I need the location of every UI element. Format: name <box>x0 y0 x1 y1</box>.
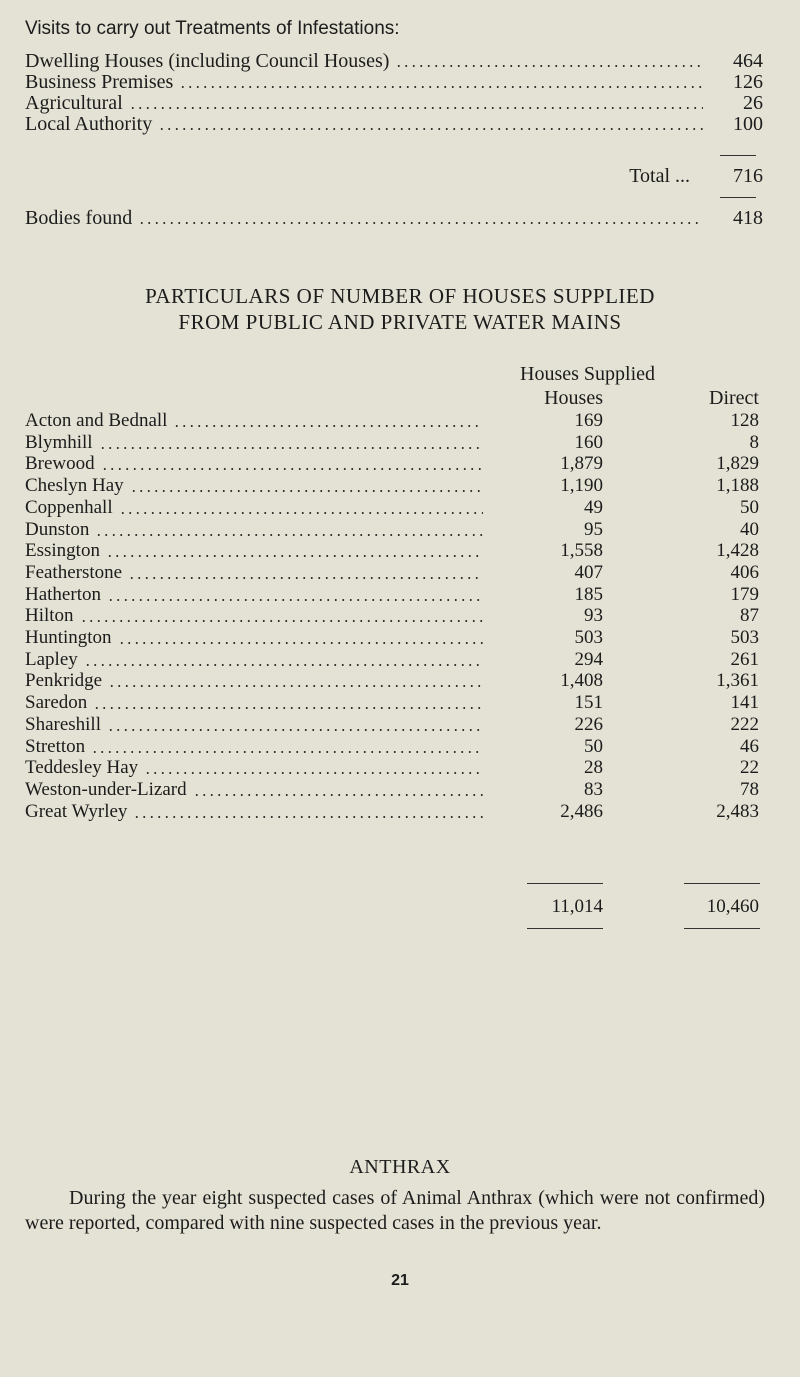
dot-leader <box>95 519 483 541</box>
dot-leader <box>144 757 483 779</box>
place-name: Dunston <box>25 518 90 540</box>
place-name: Weston-under-Lizard <box>25 778 187 800</box>
houses-value: 294 <box>574 648 603 670</box>
houses-value: 1,558 <box>560 540 603 562</box>
dot-leader <box>119 497 483 519</box>
houses-value: 503 <box>574 627 603 648</box>
table-row <box>25 605 759 627</box>
total-label: Total ... <box>629 165 690 187</box>
dot-leader <box>101 453 483 475</box>
table-row <box>25 670 759 692</box>
direct-value: 261 <box>730 648 759 670</box>
table-row <box>25 540 759 562</box>
item-label: Business Premises <box>25 71 174 93</box>
houses-value: 160 <box>574 431 603 453</box>
place-name: Essington <box>25 540 100 562</box>
dot-leader <box>91 736 483 758</box>
dot-leader <box>128 562 483 584</box>
dot-leader <box>193 779 483 801</box>
dot-leader <box>158 113 703 135</box>
table-row <box>25 801 759 823</box>
dot-leader <box>80 605 483 627</box>
direct-value: 78 <box>740 778 759 800</box>
total-value: 716 <box>733 165 763 187</box>
direct-value: 22 <box>740 757 759 779</box>
dot-leader <box>99 432 483 454</box>
direct-value: 50 <box>740 496 759 518</box>
place-name: Blymhill <box>25 431 93 453</box>
list-item <box>25 207 763 229</box>
dot-leader <box>106 540 483 562</box>
dot-leader <box>84 649 483 671</box>
divider <box>720 197 756 198</box>
table-row <box>25 453 759 475</box>
place-name: Penkridge <box>25 670 103 692</box>
houses-value: 407 <box>574 561 603 583</box>
dot-leader <box>138 207 703 229</box>
table-row <box>25 432 759 454</box>
place-name: Cheslyn Hay <box>25 475 124 497</box>
item-value: 26 <box>743 92 763 114</box>
table-row <box>25 757 759 779</box>
place-name: Saredon <box>25 692 88 714</box>
list-item <box>25 92 763 114</box>
direct-value: 2,483 <box>716 800 759 822</box>
direct-value: 128 <box>730 410 759 431</box>
table-row <box>25 562 759 584</box>
houses-value: 1,879 <box>560 453 603 475</box>
table-row <box>25 714 759 736</box>
col-direct-header: Direct <box>709 387 759 409</box>
place-name: Great Wyrley <box>25 800 128 822</box>
dot-leader <box>118 627 483 649</box>
direct-value: 179 <box>730 583 759 605</box>
item-label: Agricultural <box>25 92 123 114</box>
direct-value: 1,188 <box>716 475 759 497</box>
divider <box>527 928 603 929</box>
dot-leader <box>133 801 483 823</box>
table-row <box>25 736 759 758</box>
table-row <box>25 584 759 606</box>
direct-value: 40 <box>740 518 759 540</box>
col-houses-header: Houses <box>544 387 603 409</box>
item-label: Bodies found <box>25 207 133 229</box>
table-row <box>25 410 759 432</box>
dot-leader <box>130 475 483 497</box>
houses-value: 93 <box>584 605 603 627</box>
table-row <box>25 649 759 671</box>
dot-leader <box>108 670 483 692</box>
table-row <box>25 475 759 497</box>
houses-value: 185 <box>574 583 603 605</box>
item-label: Dwelling Houses (including Council Houses) <box>25 50 390 72</box>
water-heading-line1: PARTICULARS OF NUMBER OF HOUSES SUPPLIED <box>145 284 655 308</box>
direct-value: 87 <box>740 605 759 627</box>
item-value: 126 <box>733 71 763 93</box>
table-row <box>25 519 759 541</box>
houses-value: 2,486 <box>560 800 603 822</box>
dot-leader <box>129 92 703 114</box>
list-item <box>25 50 763 72</box>
houses-value: 49 <box>584 496 603 518</box>
direct-value: 8 <box>749 431 759 453</box>
place-name: Acton and Bednall <box>25 410 168 431</box>
list-item <box>25 113 763 135</box>
place-name: Coppenhall <box>25 496 113 518</box>
item-value: 418 <box>733 207 763 229</box>
table-row <box>25 627 759 649</box>
direct-value: 46 <box>740 735 759 757</box>
place-name: Lapley <box>25 648 78 670</box>
place-name: Huntington <box>25 627 112 648</box>
place-name: Featherstone <box>25 561 123 583</box>
water-heading-line2: FROM PUBLIC AND PRIVATE WATER MAINS <box>178 310 622 334</box>
direct-value: 1,361 <box>716 670 759 692</box>
houses-value: 1,190 <box>560 475 603 497</box>
houses-value: 83 <box>584 778 603 800</box>
divider <box>684 928 760 929</box>
item-value: 100 <box>733 113 763 135</box>
direct-value: 222 <box>730 713 759 735</box>
place-name: Teddesley Hay <box>25 757 139 779</box>
dot-leader <box>173 410 483 432</box>
houses-value: 1,408 <box>560 670 603 692</box>
table-row <box>25 779 759 801</box>
place-name: Shareshill <box>25 713 101 735</box>
anthrax-paragraph: During the year eight suspected cases of Animal Anthrax (which were not confirmed) were reported, compared with nine suspected cases in the previous year. <box>25 1187 765 1234</box>
direct-value: 141 <box>730 692 759 714</box>
anthrax-heading: ANTHRAX <box>349 1156 451 1178</box>
place-name: Hatherton <box>25 583 101 605</box>
direct-value: 503 <box>730 627 759 648</box>
place-name: Brewood <box>25 453 95 475</box>
houses-value: 169 <box>574 410 603 431</box>
total-direct: 10,460 <box>706 896 759 917</box>
divider <box>527 883 603 884</box>
divider <box>720 155 756 156</box>
dot-leader <box>179 71 703 93</box>
houses-value: 50 <box>584 735 603 757</box>
total-houses: 11,014 <box>551 896 603 917</box>
table-row <box>25 497 759 519</box>
group-header: Houses Supplied <box>520 363 655 385</box>
dot-leader <box>93 692 483 714</box>
houses-value: 95 <box>584 518 603 540</box>
houses-value: 226 <box>574 713 603 735</box>
dot-leader <box>107 714 483 736</box>
direct-value: 1,428 <box>716 540 759 562</box>
visits-title: Visits to carry out Treatments of Infestations: <box>25 18 400 39</box>
place-name: Hilton <box>25 605 74 627</box>
dot-leader <box>395 50 703 72</box>
list-item <box>25 71 763 93</box>
item-label: Local Authority <box>25 113 153 135</box>
houses-value: 151 <box>574 692 603 714</box>
divider <box>684 883 760 884</box>
table-row <box>25 692 759 714</box>
houses-value: 28 <box>584 757 603 779</box>
page-number: 21 <box>391 1272 409 1289</box>
dot-leader <box>107 584 483 606</box>
direct-value: 406 <box>730 561 759 583</box>
place-name: Stretton <box>25 735 86 757</box>
item-value: 464 <box>733 50 763 72</box>
direct-value: 1,829 <box>716 453 759 475</box>
